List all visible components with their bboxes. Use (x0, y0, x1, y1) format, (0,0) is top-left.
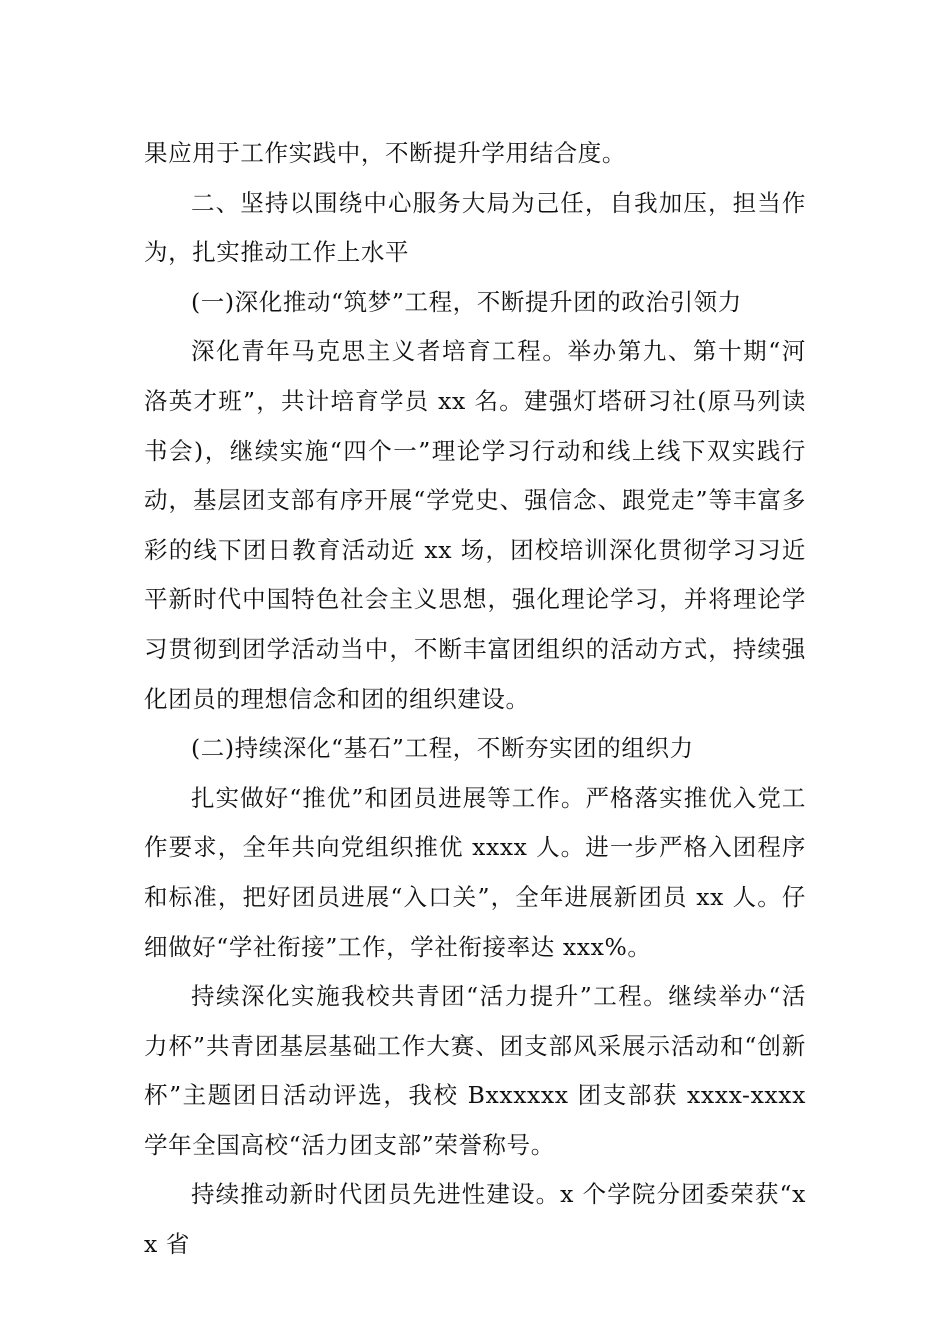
paragraph-member-advancement: 持续推动新时代团员先进性建设。x 个学院分团委荣获“xx 省 (144, 1180, 806, 1259)
document-body (144, 129, 806, 1270)
subsection-heading-one: (一)深化推动“筑梦”工程，不断提升团的政治引领力 (191, 287, 742, 316)
paragraph-theory-training: 深化青年马克思主义者培育工程。举办第九、第十期“河洛英才班”，共计培育学员 xx 名。建强灯塔研习社(原马列读书会)，继续实施“四个一”理论学习行动和线上线下双实践行动，基层团支部有序开展“学党史、强信念、跟党走”等丰富多彩的线下团日教育活动近 xx 场，团校培训深化贯彻学习习近平新时代中国特色社会主义思想，强化理论学习，并将理论学习贯彻到团学活动当中，不断丰富团组织的活动方式，持续强化团员的理想信念和团的组织建设。 (144, 337, 806, 713)
paragraph-member-development: 扎实做好“推优”和团员进展等工作。严格落实推优入党工作要求，全年共向党组织推优 xxxx 人。进一步严格入团程序和标准，把好团员进展“入口关”，全年进展新团员 xx 人。仔细做好“学社衔接”工作，学社衔接率达 xxx%。 (144, 783, 806, 961)
section-heading-two: 二、坚持以围绕中心服务大局为己任，自我加压，担当作为，扎实推动工作上水平 (144, 188, 806, 267)
paragraph-continuation: 果应用于工作实践中，不断提升学用结合度。 (144, 139, 626, 167)
subsection-heading-two: (二)持续深化“基石”工程，不断夯实团的组织力 (191, 734, 694, 763)
paragraph-vitality-project: 持续深化实施我校共青团“活力提升”工程。继续举办“活力杯”共青团基层基础工作大赛、团支部风采展示活动和“创新杯”主题团日活动评选，我校 Bxxxxxx 团支部获 xxxx-xxxx 学年全国高校“活力团支部”荣誉称号。 (144, 982, 806, 1159)
